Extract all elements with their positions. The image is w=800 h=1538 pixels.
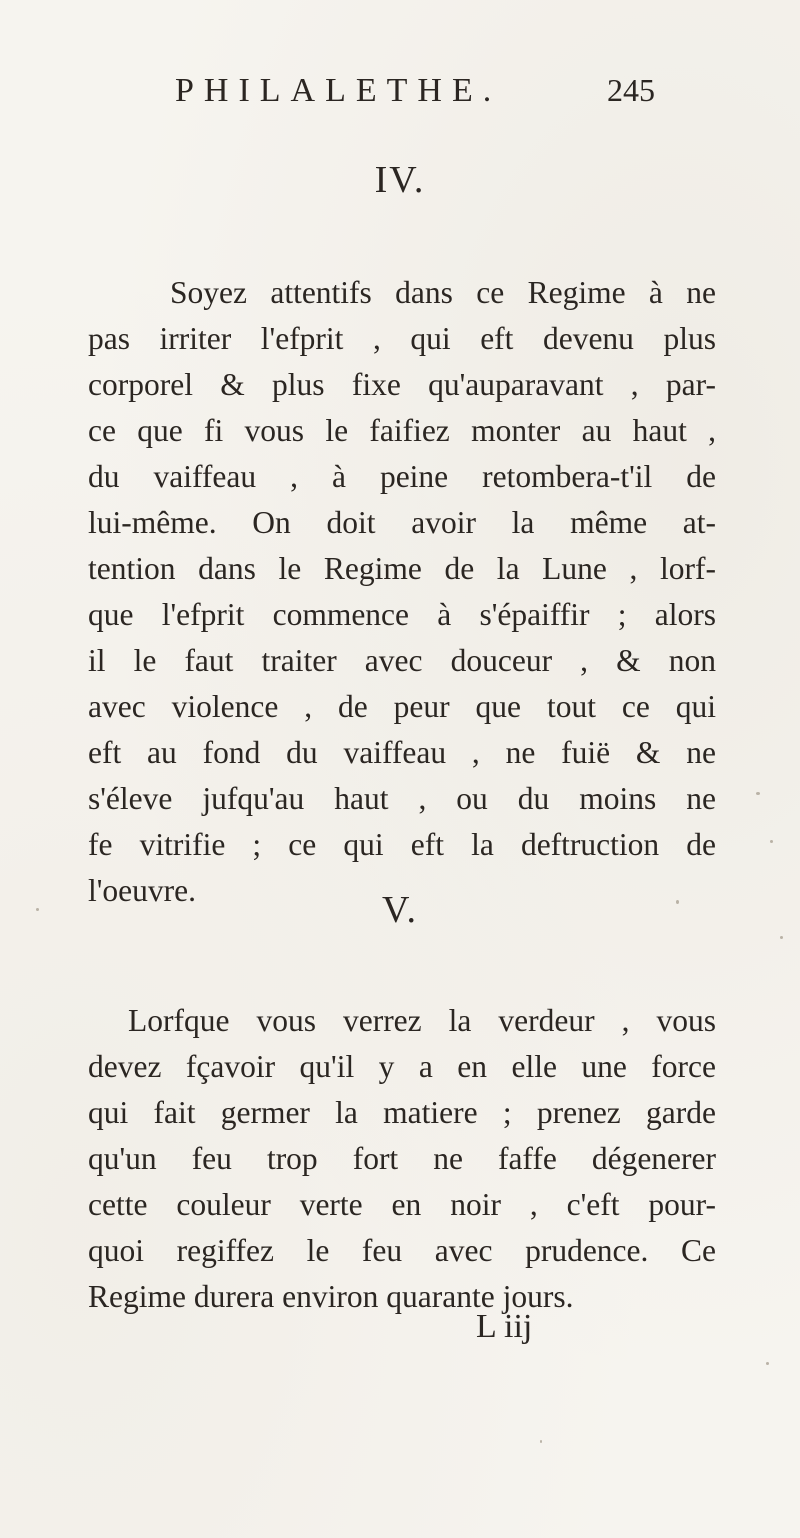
paragraph-iv [88, 270, 716, 914]
paper-speck [770, 840, 773, 843]
running-title: PHILALETHE. [175, 72, 502, 109]
paper-speck [676, 900, 679, 904]
text-line: corporel & plus fixe qu'auparavant , par- [88, 367, 716, 402]
paper-speck [780, 936, 783, 939]
section-heading-v: V. [381, 889, 419, 931]
text-line: fe vitrifie ; ce qui eft la deftruction de [88, 827, 716, 862]
text-line: eft au fond du vaiffeau , ne fuië & ne [88, 735, 716, 770]
running-head [175, 72, 655, 112]
signature-mark: L iij [476, 1308, 533, 1345]
text-line: qui fait germer la matiere ; prenez garde [88, 1095, 716, 1130]
text-line: du vaiffeau , à peine retombera-t'il de [88, 459, 716, 494]
paper-speck [766, 1362, 769, 1365]
text-line: devez fçavoir qu'il y a en elle une force [88, 1049, 716, 1084]
paragraph-v [88, 998, 716, 1320]
text-line: tention dans le Regime de la Lune , lorf- [88, 551, 716, 586]
text-line: l'oeuvre. [88, 873, 197, 908]
text-line: il le faut traiter avec douceur , & non [88, 643, 716, 678]
page-number: 245 [607, 72, 655, 108]
text-line: qu'un feu trop fort ne faffe dégenerer [88, 1141, 716, 1176]
paper-speck [36, 908, 39, 911]
text-line: que l'efprit commence à s'épaiffir ; alors [88, 597, 716, 632]
text-line: cette couleur verte en noir , c'eft pour- [88, 1187, 716, 1222]
text-line: ce que fi vous le faifiez monter au haut , [88, 413, 716, 448]
paper-speck [756, 792, 760, 795]
text-line: Regime durera environ quarante jours. [88, 1279, 574, 1314]
text-line: lui-même. On doit avoir la même at- [88, 505, 716, 540]
text-line: s'éleve jufqu'au haut , ou du moins ne [88, 781, 716, 816]
text-line: avec violence , de peur que tout ce qui [88, 689, 716, 724]
text-line: Lorfque vous verrez la verdeur , vous [128, 1003, 716, 1038]
text-line: pas irriter l'efprit , qui eft devenu plus [88, 321, 716, 356]
section-heading-iv: IV. [374, 159, 426, 201]
text-line: Soyez attentifs dans ce Regime à ne [170, 275, 716, 310]
paper-speck [540, 1440, 542, 1443]
text-line: quoi regiffez le feu avec prudence. Ce [88, 1233, 716, 1268]
